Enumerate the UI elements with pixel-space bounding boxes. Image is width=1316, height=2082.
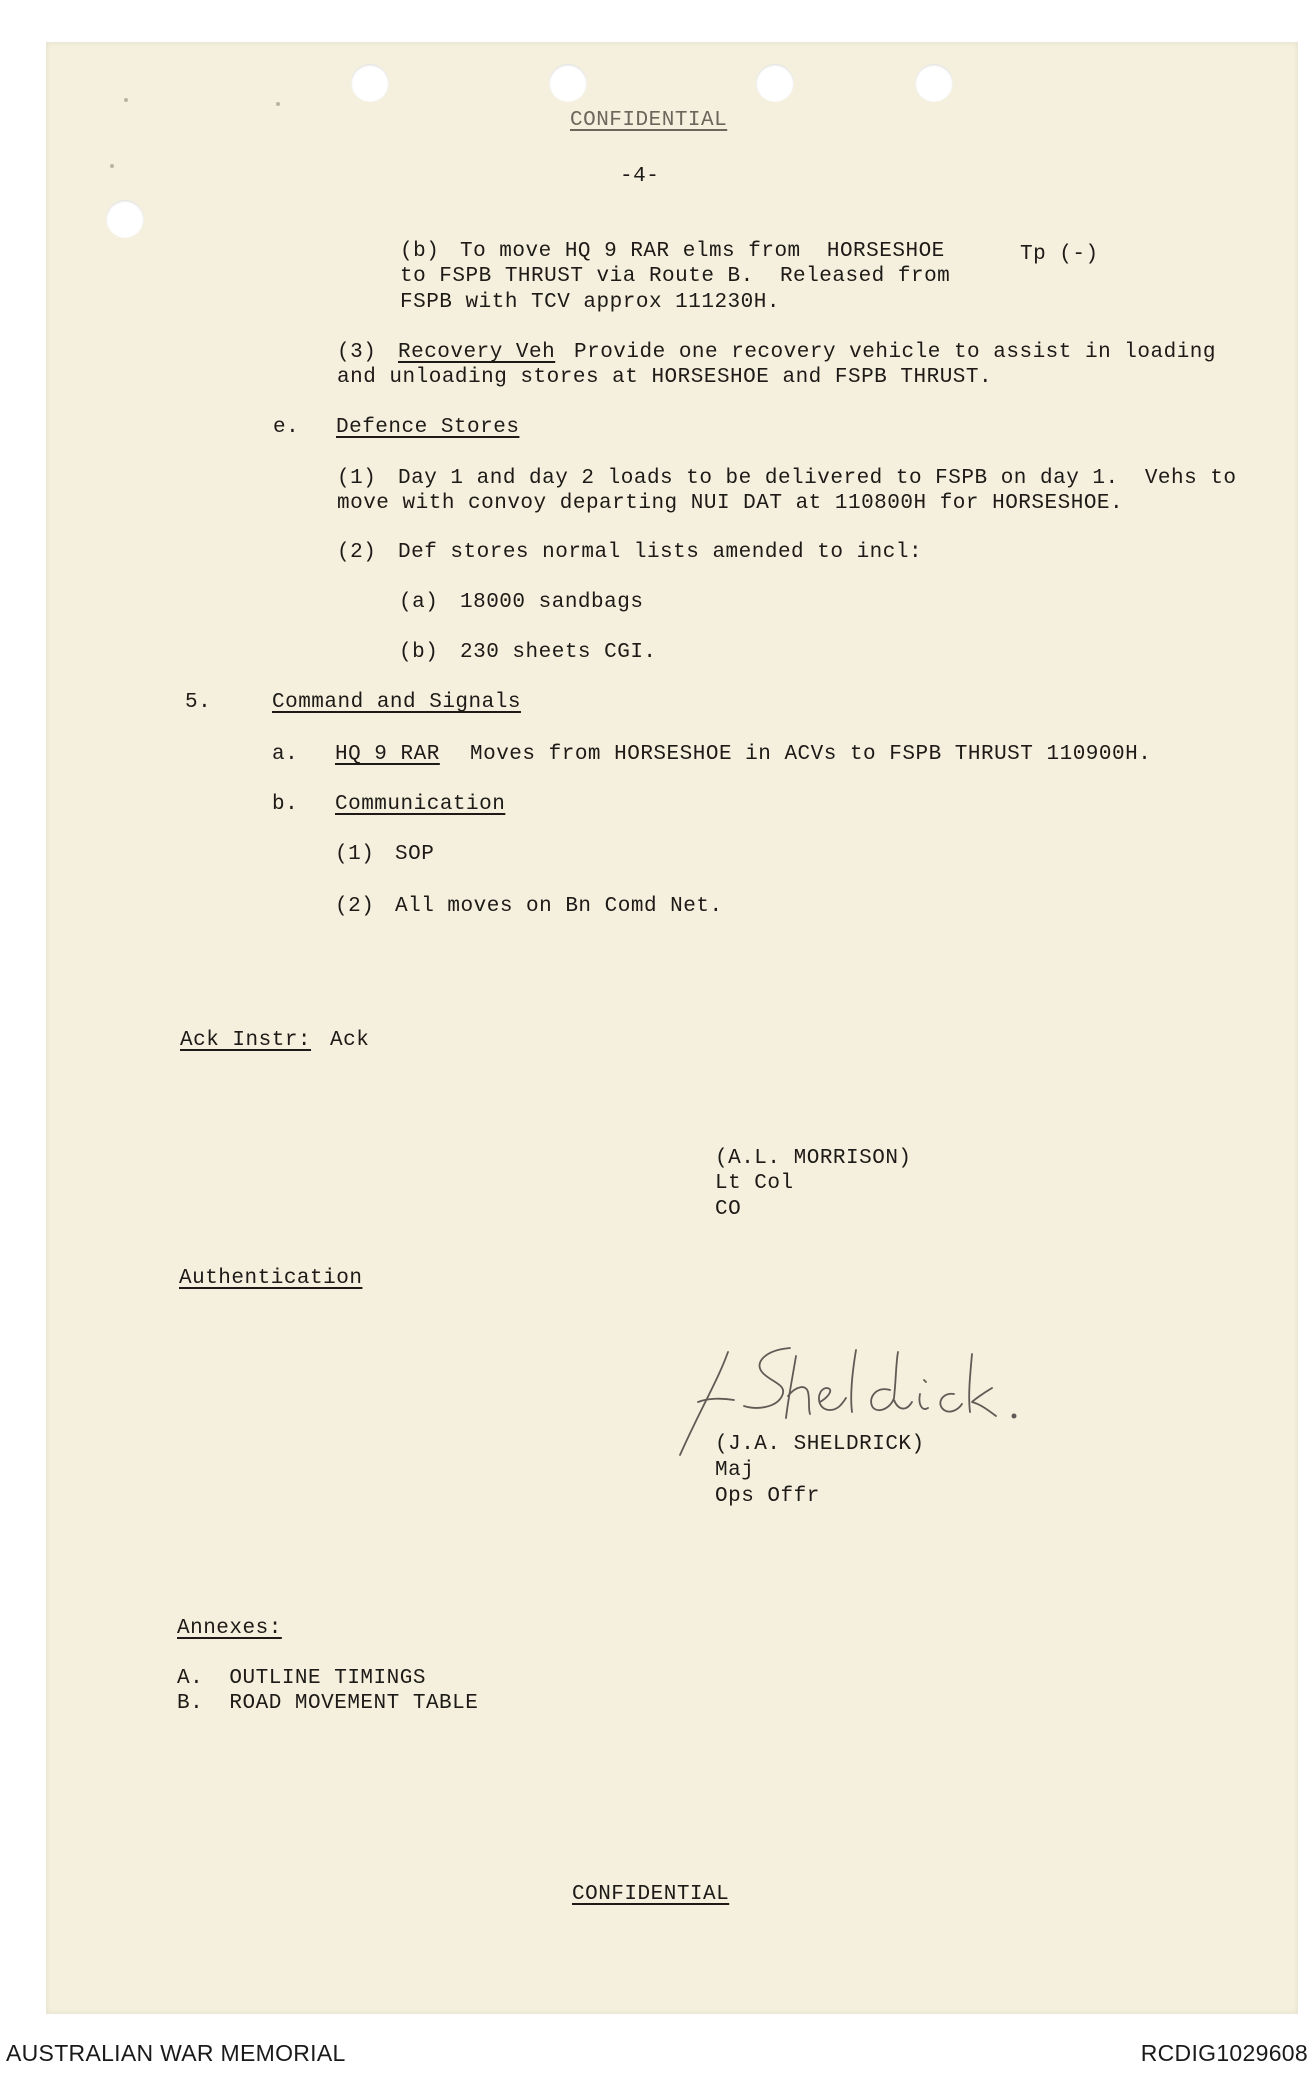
item-label: a. [272,743,299,766]
subheading: Recovery Veh [398,341,556,364]
signatory-rank: Maj [715,1459,755,1482]
signatory-name: (J.A. SHELDRICK) [715,1433,925,1456]
paper-speck [124,98,128,102]
punch-hole [756,64,794,102]
punch-hole [549,64,587,102]
signatory-name: (A.L. MORRISON) [715,1147,912,1170]
item-label: (1) [335,843,375,866]
punch-hole [351,64,389,102]
item-label: e. [273,416,300,439]
paragraph-line: move with convoy departing NUI DAT at 110800H for HORSESHOE. [337,492,1124,515]
paragraph-line: 18000 sandbags [460,591,644,614]
item-label: (b) [399,641,439,664]
subheading: Communication [335,793,506,816]
ack-text: Ack [330,1029,370,1052]
section-heading: Command and Signals [272,691,521,714]
classification-header: CONFIDENTIAL [570,109,728,132]
item-label: (3) [337,341,377,364]
paragraph-line: Def stores normal lists amended to incl: [398,541,923,564]
signatory-appointment: CO [715,1198,742,1221]
ack-label: Ack Instr: [180,1029,312,1052]
annexes-heading: Annexes: [177,1617,282,1640]
archive-reference: RCDIG1029608 [1140,2040,1308,2066]
tp-note: Tp (-) [1020,243,1099,266]
paragraph-line: to FSPB THRUST via Route B. Released from [400,265,951,288]
item-label: b. [272,793,299,816]
punch-hole [106,200,144,238]
classification-footer: CONFIDENTIAL [572,1883,730,1906]
archive-institution: AUSTRALIAN WAR MEMORIAL [6,2040,346,2066]
punch-hole [915,64,953,102]
paragraph-line: and unloading stores at HORSESHOE and FSPB THRUST. [337,366,993,389]
paper-speck [276,102,280,106]
paragraph-line: 230 sheets CGI. [460,641,657,664]
paragraph-line: Provide one recovery vehicle to assist in loading [574,341,1217,364]
paragraph-line: All moves on Bn Comd Net. [395,895,723,918]
annex-item: B. ROAD MOVEMENT TABLE [177,1692,479,1715]
item-label: (a) [399,591,439,614]
subheading: Defence Stores [336,416,520,439]
item-label: (b) [400,240,440,263]
item-label: (2) [335,895,375,918]
paragraph-line: Moves from HORSESHOE in ACVs to FSPB THRUST 110900H. [470,743,1152,766]
signatory-appointment: Ops Offr [715,1485,820,1508]
item-label: (1) [337,467,377,490]
page-number: -4- [620,165,660,188]
paper-speck [110,164,114,168]
section-number: 5. [185,691,212,714]
item-label: (2) [337,541,377,564]
paragraph-line: FSPB with TCV approx 111230H. [400,291,780,314]
annex-item: A. OUTLINE TIMINGS [177,1667,426,1690]
paragraph-line: Day 1 and day 2 loads to be delivered to FSPB on day 1. Vehs to [398,467,1237,490]
subheading: HQ 9 RAR [335,743,440,766]
authentication-heading: Authentication [179,1267,363,1290]
signatory-rank: Lt Col [715,1172,794,1195]
paragraph-line: To move HQ 9 RAR elms from HORSESHOE [460,240,945,263]
paragraph-line: SOP [395,843,435,866]
